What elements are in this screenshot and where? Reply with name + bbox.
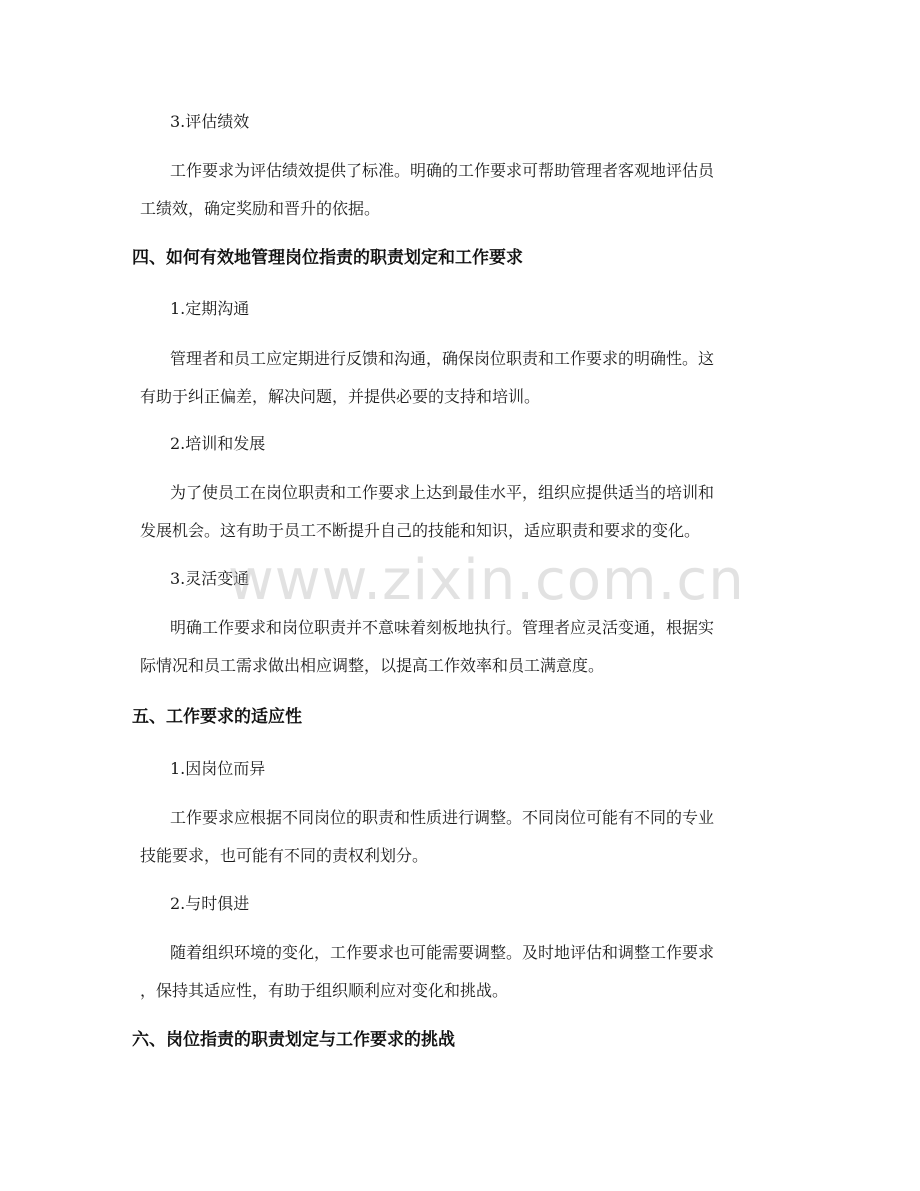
subheading-varies-by-position: 1.因岗位而异 <box>170 759 266 778</box>
subheading-flexibility: 3.灵活变通 <box>170 569 250 588</box>
paragraph-line: 明确工作要求和岗位职责并不意味着刻板地执行。管理者应灵活变通，根据实 <box>170 618 715 637</box>
subheading-evaluate-performance: 3.评估绩效 <box>170 112 250 131</box>
section-heading-5: 五、工作要求的适应性 <box>132 707 302 727</box>
paragraph-line: 工绩效，确定奖励和晋升的依据。 <box>140 199 381 218</box>
subheading-training-development: 2.培训和发展 <box>170 434 266 453</box>
section-heading-4: 四、如何有效地管理岗位指责的职责划定和工作要求 <box>132 248 523 268</box>
paragraph-line: 工作要求为评估绩效提供了标准。明确的工作要求可帮助管理者客观地评估员 <box>170 161 715 180</box>
paragraph-line: 工作要求应根据不同岗位的职责和性质进行调整。不同岗位可能有不同的专业 <box>170 808 715 827</box>
paragraph-line: 发展机会。这有助于员工不断提升自己的技能和知识，适应职责和要求的变化。 <box>140 521 701 540</box>
paragraph-line: 技能要求，也可能有不同的责权利划分。 <box>140 846 429 865</box>
watermark-text: www.zixin.com.cn <box>228 548 745 613</box>
paragraph-line: 际情况和员工需求做出相应调整，以提高工作效率和员工满意度。 <box>140 656 605 675</box>
paragraph-line: 为了使员工在岗位职责和工作要求上达到最佳水平，组织应提供适当的培训和 <box>170 483 715 502</box>
paragraph-evaluate-performance <box>140 152 790 228</box>
paragraph-flexibility <box>140 609 790 685</box>
paragraph-training-development <box>140 474 790 550</box>
paragraph-line: 随着组织环境的变化，工作要求也可能需要调整。及时地评估和调整工作要求 <box>170 943 715 962</box>
paragraph-varies-by-position <box>140 799 790 875</box>
paragraph-line: ，保持其适应性，有助于组织顺利应对变化和挑战。 <box>140 981 509 1000</box>
section-heading-6: 六、岗位指责的职责划定与工作要求的挑战 <box>132 1030 455 1050</box>
paragraph-regular-communication <box>140 340 790 416</box>
paragraph-line: 管理者和员工应定期进行反馈和沟通，确保岗位职责和工作要求的明确性。这 <box>170 349 715 368</box>
paragraph-keep-pace <box>140 934 790 1010</box>
paragraph-line: 有助于纠正偏差，解决问题，并提供必要的支持和培训。 <box>140 387 541 406</box>
subheading-regular-communication: 1.定期沟通 <box>170 299 250 318</box>
subheading-keep-pace: 2.与时俱进 <box>170 894 250 913</box>
